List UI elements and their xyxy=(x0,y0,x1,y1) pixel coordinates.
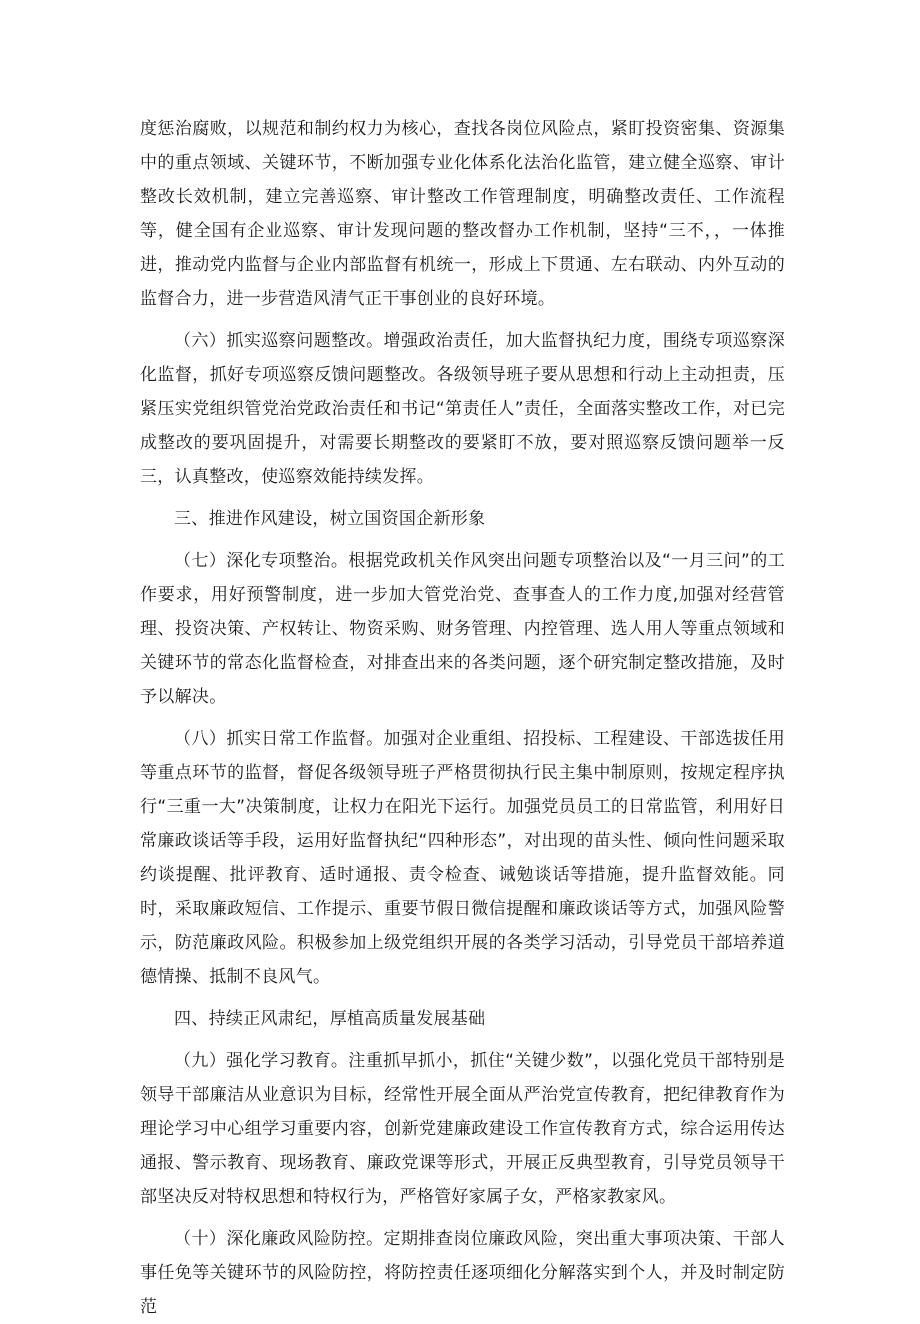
paragraph-gap xyxy=(140,1036,785,1044)
paragraph-section-nine: （九）强化学习教育。注重抓早抓小，抓住“关键少数”，以强化党员干部特别是领导干部廉洁从业意识为目标，经常性开展全面从严治党宣传教育，把纪律教育作为理论学习中心组学习重要内容，创新党建廉政建设工作宣传教育方式，综合运用传达通报、警示教育、现场教育、廉政党课等形式，开展正反典型教育，引导党员领导干部坚决反对特权思想和特权行为，严格管好家属子女，严格家教家风。 xyxy=(140,1051,785,1207)
heading-section-four: 四、持续正风肃纪，厚植高质量发展基础 xyxy=(174,1009,486,1029)
paragraph-gap xyxy=(140,494,785,502)
paragraph-section-seven: （七）深化专项整治。根据党政机关作风突出问题专项整治以及“一月三问”的工作要求，用好预警制度，进一步加大管党治党、查事查人的工作力度,加强对经营管理、投资决策、产权转让、物资采购、财务管理、内控管理、选人用人等重点领域和关键环节的常态化监督检查，对排查出来的各类问题，逐个研究制定整改措施，及时予以解决。 xyxy=(140,551,785,707)
document-body xyxy=(140,112,785,1324)
heading-section-three: 三、推进作风建设，树立国资国企新形象 xyxy=(174,509,486,529)
paragraph-gap xyxy=(140,994,785,1002)
paragraph-gap xyxy=(140,536,785,544)
paragraph-section-eight: （八）抓实日常工作监督。加强对企业重组、招投标、工程建设、干部选拔任用等重点环节的监督，督促各级领导班子严格贯彻执行民主集中制原则，按规定程序执行“三重一大”决策制度，让权力在阳光下运行。加强党员员工的日常监管，利用好日常廉政谈话等手段，运用好监督执纪“四种形态”，对出现的苗头性、倾向性问题采取约谈提醒、批评教育、适时通报、责令检查、诫勉谈话等措施，提升监督效能。同时，采取廉政短信、工作提示、重要节假日微信提醒和廉政谈话等方式，加强风险警示，防范廉政风险。积极参加上级党组织开展的各类学习活动，引导党员干部培养道德情操、抵制不良风气。 xyxy=(140,729,785,987)
paragraph-continuation: 度惩治腐败，以规范和制约权力为核心，查找各岗位风险点，紧盯投资密集、资源集中的重点领域、关键环节，不断加强专业化体系化法治化监管，建立健全巡察、审计整改长效机制，建立完善巡察、审计整改工作管理制度，明确整改责任、工作流程等，健全国有企业巡察、审计发现问题的整改督办工作机制，坚持“三不，，一体推进，推动党内监督与企业内部监督有机统一，形成上下贯通、左右联动、内外互动的监督合力，进一步营造风清气正干事创业的良好环境。 xyxy=(140,119,785,309)
paragraph-gap xyxy=(140,316,785,324)
paragraph-gap xyxy=(140,1214,785,1222)
paragraph-gap xyxy=(140,714,785,722)
paragraph-section-six: （六）抓实巡察问题整改。增强政治责任，加大监督执纪力度，围绕专项巡察深化监督，抓好专项巡察反馈问题整改。各级领导班子要从思想和行动上主动担责，压紧压实党组织管党治党政治责任和书记“第责任人”责任，全面落实整改工作，对已完成整改的要巩固提升，对需要长期整改的要紧盯不放，要对照巡察反馈问题举一反三，认真整改，使巡察效能持续发挥。 xyxy=(140,331,785,487)
paragraph-section-ten: （十）深化廉政风险防控。定期排查岗位廉政风险，突出重大事项决策、干部人事任免等关键环节的风险防控，将防控责任逐项细化分解落实到个人，并及时制定防范 xyxy=(140,1229,785,1317)
